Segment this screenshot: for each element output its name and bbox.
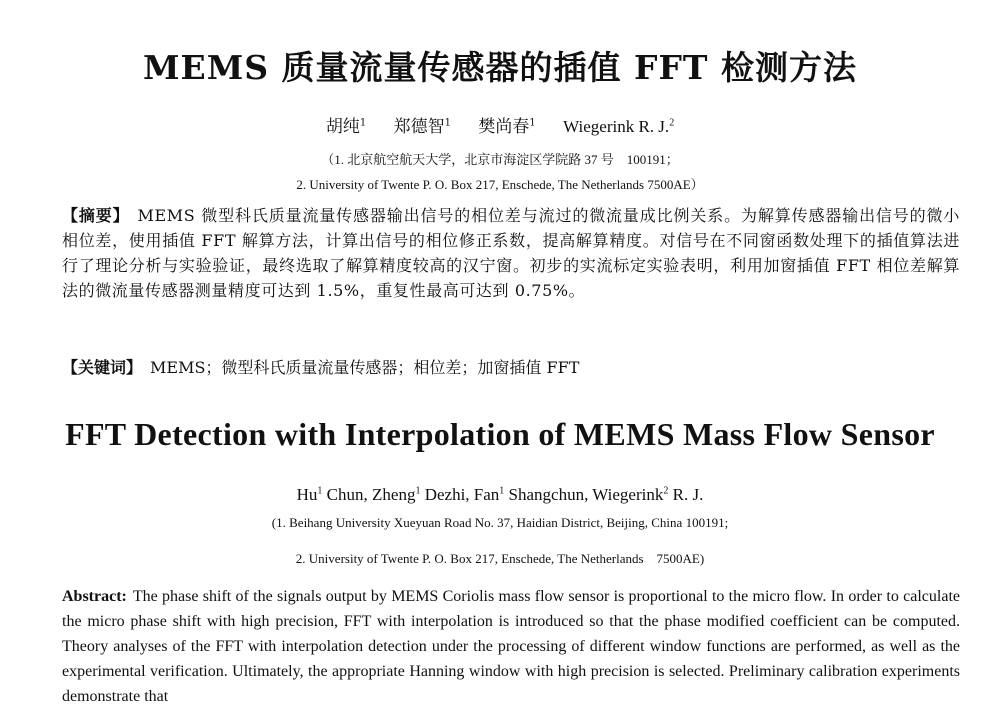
chinese-title: MEMS 质量流量传感器的插值 FFT 检测方法: [143, 48, 857, 87]
english-affiliation-1: (1. Beihang University Xueyuan Road No. 37, Haidian District, Beijing, China 100191;: [271, 515, 729, 530]
english-author: Zheng$^1$ Dezhi,: [372, 485, 470, 504]
chinese-abstract-label: 【摘要】: [62, 206, 130, 225]
english-authors: [0, 485, 1000, 505]
chinese-affiliation-1: （1. 北京航空航天大学，北京市海淀区学院路 37 号 100191；: [321, 152, 679, 167]
chinese-author: Wiegerink R. J.$^2$: [563, 117, 675, 136]
chinese-author: 郑德智$^1$: [393, 117, 451, 137]
english-affiliation-2: 2. University of Twente P. O. Box 217, Enschede, The Netherlands 7500AE): [295, 551, 705, 566]
english-abstract-label: Abstract:: [62, 588, 127, 605]
english-author: Hu$^1$ Chun,: [296, 485, 368, 504]
chinese-author: 樊尚春$^1$: [478, 117, 536, 137]
chinese-authors: [0, 112, 1000, 137]
chinese-keywords: [62, 355, 960, 380]
chinese-abstract: [62, 203, 960, 303]
chinese-affiliation-2: 2. University of Twente P. O. Box 217, Enschede, The Netherlands 7500AE）: [296, 177, 704, 192]
chinese-author: 胡纯$^1$: [325, 117, 367, 137]
english-abstract: [62, 584, 960, 709]
english-title: FFT Detection with Interpolation of MEMS Mass Flow Sensor: [65, 416, 935, 452]
chinese-keywords-text: MEMS；微型科氏质量流量传感器；相位差；加窗插值 FFT: [150, 358, 580, 377]
chinese-keywords-label: 【关键词】: [62, 358, 143, 377]
english-abstract-text: The phase shift of the signals output by MEMS Coriolis mass flow sensor is proportional to the micro flow. In order to calculate the micro phase shift with high precision, FFT with interpolation is introduced so that the phase modified coefficient can be computed. Theory analyses of the FFT with interpolation detection under the processing of different window functions are performed, as well as the experimental verification. Ultimately, the appropriate Hanning window with high precision is selected. Preliminary calibration experiments demonstrate that: [62, 588, 960, 705]
english-author: Wiegerink$^2$ R. J.: [592, 485, 704, 504]
chinese-abstract-text: MEMS 微型科氏质量流量传感器输出信号的相位差与流过的微流量成比例关系。为解算传感器输出信号的微小相位差，使用插值 FFT 解算方法，计算出信号的相位修正系数，提高解算精度。对信号在不同窗函数处理下的插值算法进行了理论分析与实验验证，最终选取了解算精度较高的汉宁窗。初步的实流标定实验表明，利用加窗插值 FFT 相位差解算法的微流量传感器测量精度可达到 1.5%，重复性最高可达到 0.75%。: [62, 206, 961, 300]
english-author: Fan$^1$ Shangchun,: [473, 485, 589, 504]
